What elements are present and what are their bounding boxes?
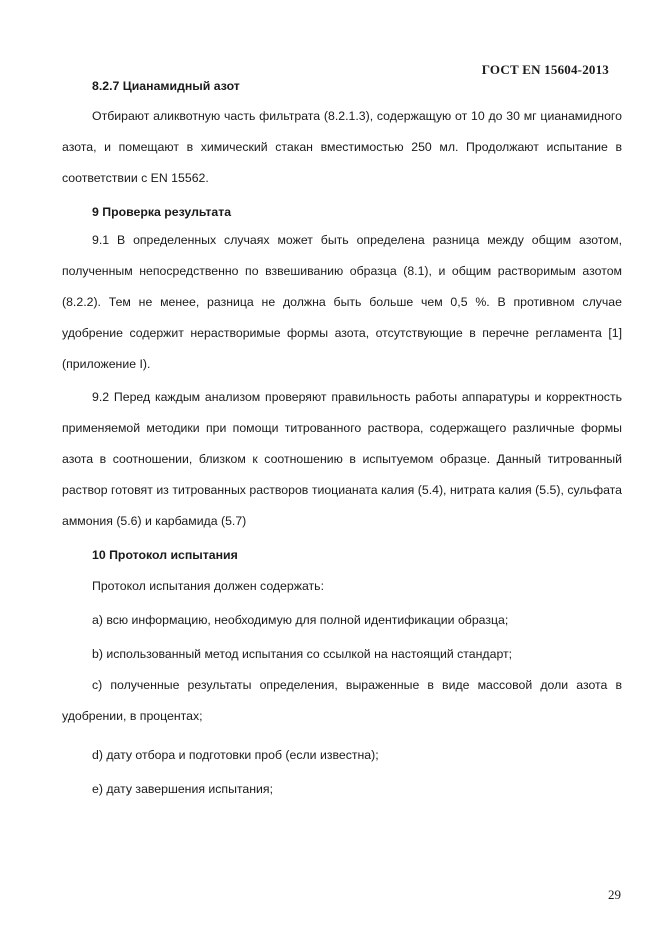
- section-9-1-text: 9.1 В определенных случаях может быть определена разница между общим азотом, полученным непосредственно по взвешиванию образца (8.1), и общим растворимым азотом (8.2.2). Тем не менее, разница не должна быть больше чем 0,5 %. В противном случае удобрение содержит нерастворимые формы азота, отсутствующие в перечне регламента [1] (приложение I).: [62, 233, 622, 371]
- page-number: 29: [608, 887, 621, 902]
- section-9-title: 9 Проверка результата: [92, 205, 232, 219]
- list-item: d) дату отбора и подготовки проб (если известна);: [92, 748, 379, 762]
- section-10-intro: Протокол испытания должен содержать:: [92, 579, 324, 593]
- section-10-title: 10 Протокол испытания: [92, 548, 238, 562]
- list-item: e) дату завершения испытания;: [92, 782, 274, 796]
- section-9-2-text: 9.2 Перед каждым анализом проверяют правильность работы аппаратуры и корректность применяемой методики при помощи титрованного раствора, содержащего различные формы азота в соотношении, близком к соотношению в испытуемом образце. Данный титрованный раствор готовят из титрованных растворов тиоцианата калия (5.4), нитрата калия (5.5), сульфата аммония (5.6) и карбамида (5.7): [62, 390, 622, 528]
- document-header: ГОСТ EN 15604-2013: [481, 62, 609, 77]
- section-8-2-7-text: Отбирают аликвотную часть фильтрата (8.2.1.3), содержащую от 10 до 30 мг цианамидного азота, и помещают в химический стакан вместимостью 250 мл. Продолжают испытание в соответствии с EN 15562.: [62, 109, 622, 185]
- list-item: b) использованный метод испытания со ссылкой на настоящий стандарт;: [92, 647, 513, 661]
- page-content: [62, 75, 622, 800]
- list-item: c) полученные результаты определения, выраженные в виде массовой доли азота в удобрении, в процентах;: [62, 678, 622, 723]
- list-item: a) всю информацию, необходимую для полной идентификации образца;: [92, 613, 509, 627]
- section-8-2-7-title: 8.2.7 Цианамидный азот: [92, 79, 240, 93]
